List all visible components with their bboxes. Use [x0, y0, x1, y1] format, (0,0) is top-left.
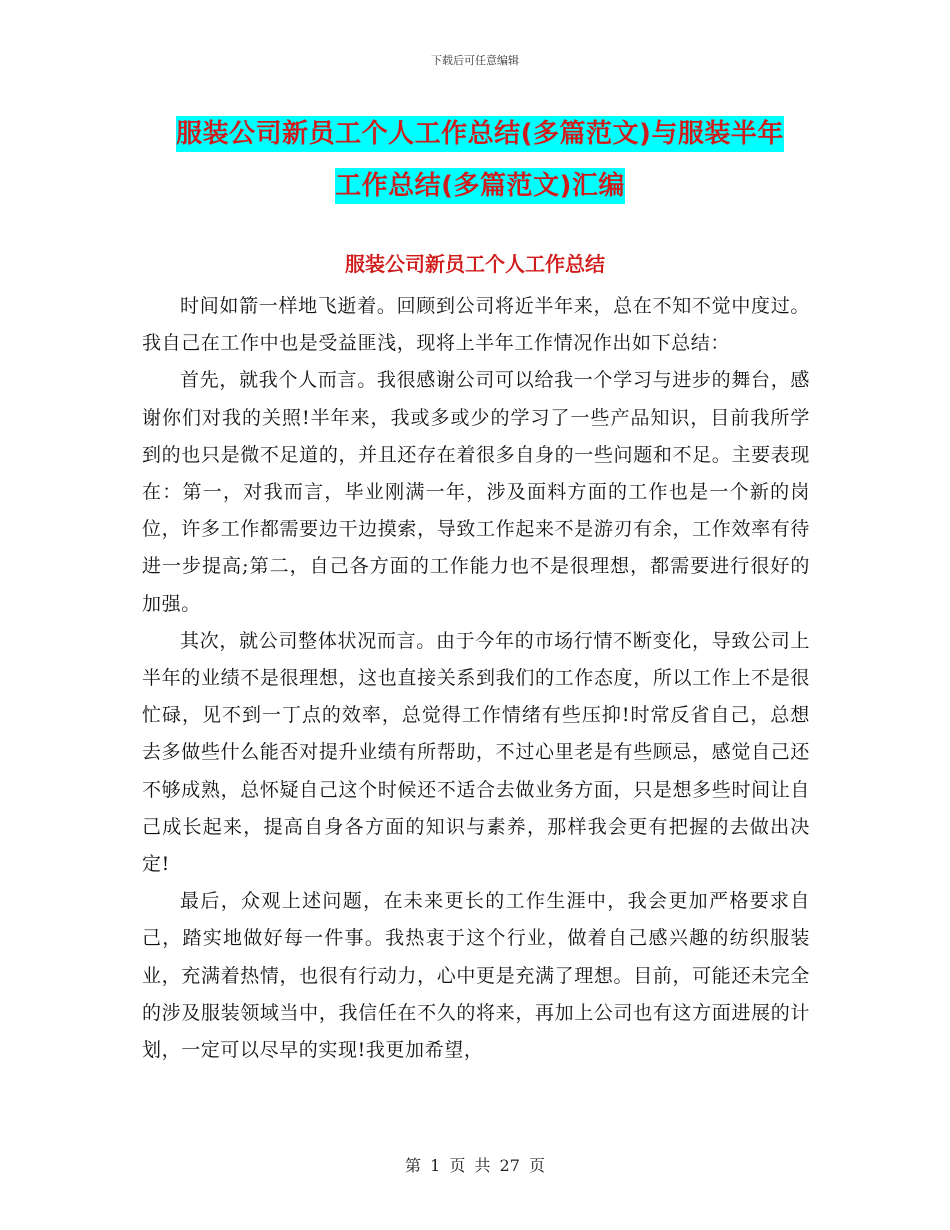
paragraph-1: 时间如箭一样地飞逝着。回顾到公司将近半年来，总在不知不觉中度过。我自己在工作中也是受益匪浅，现将上半年工作情况作出如下总结：	[142, 295, 810, 355]
paragraph-2: 首先，就我个人而言。我很感谢公司可以给我一个学习与进步的舞台，感谢你们对我的关照!半年来，我或多或少的学习了一些产品知识，目前我所学到的也只是微不足道的，并且还存在着很多自身的一些问题和不足。主要表现在：第一，对我而言，毕业刚满一年，涉及面料方面的工作也是一个新的岗位，许多工作都需要边干边摸索，导致工作起来不是游刃有余，工作效率有待进一步提高;第二，自己各方面的工作能力也不是很理想，都需要进行很好的加强。	[142, 369, 810, 615]
header-note: 下载后可任意编辑	[431, 54, 519, 67]
paragraph-4: 最后，众观上述问题，在未来更长的工作生涯中，我会更加严格要求自己，踏实地做好每一件事。我热衷于这个行业，做着自己感兴趣的纺织服装业，充满着热情，也很有行动力，心中更是充满了理想。目前，可能还未完全的涉及服装领域当中，我信任在不久的将来，再加上公司也有这方面进展的计划，一定可以尽早的实现!我更加希望，	[142, 890, 810, 1062]
body-text	[142, 288, 810, 1069]
title-line-2: 工作总结(多篇范文)汇编	[335, 168, 625, 204]
section-title: 服装公司新员工个人工作总结	[345, 252, 605, 276]
page-footer: 第 1 页 共 27 页	[405, 1156, 545, 1175]
document-title	[150, 108, 810, 212]
title-line-1: 服装公司新员工个人工作总结(多篇范文)与服装半年	[176, 116, 784, 152]
paragraph-3: 其次，就公司整体状况而言。由于今年的市场行情不断变化，导致公司上半年的业绩不是很理想，这也直接关系到我们的工作态度，所以工作上不是很忙碌，见不到一丁点的效率，总觉得工作情绪有些压抑!时常反省自己，总想去多做些什么能否对提升业绩有所帮助，不过心里老是有些顾忌，感觉自己还不够成熟，总怀疑自己这个时候还不适合去做业务方面，只是想多些时间让自己成长起来，提高自身各方面的知识与素养，那样我会更有把握的去做出决定!	[142, 629, 810, 876]
